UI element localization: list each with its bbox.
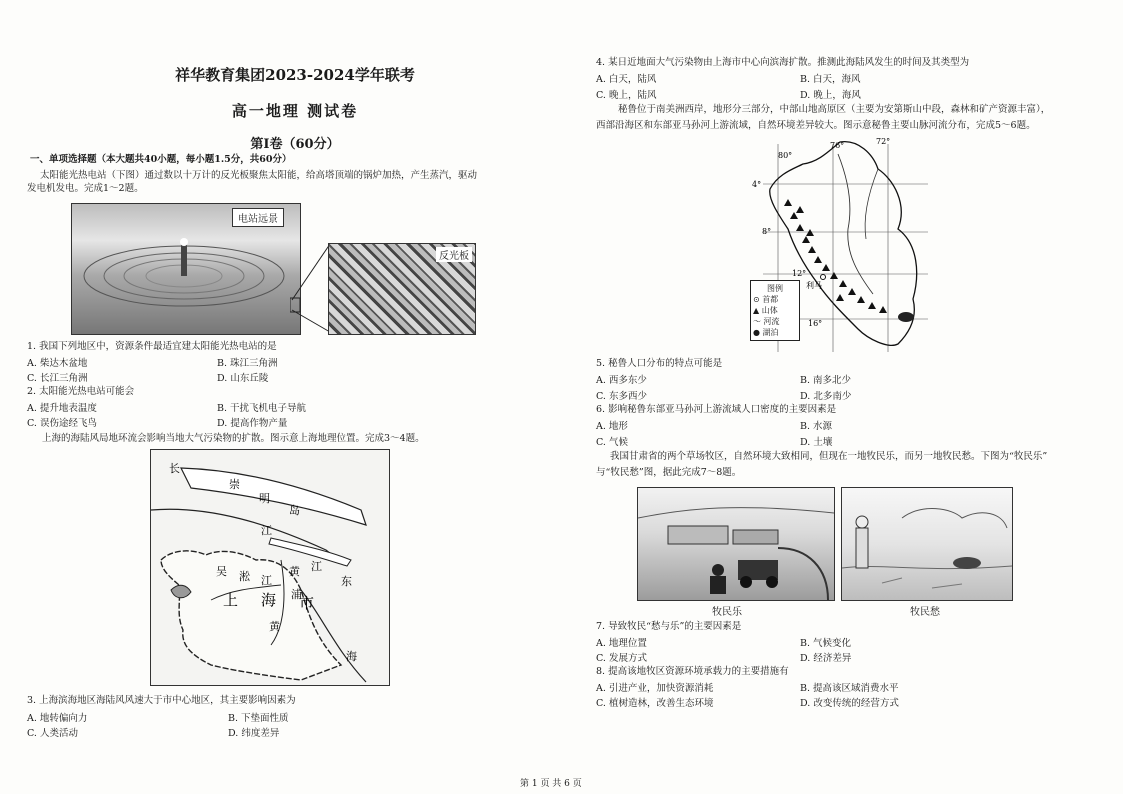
q8-option-c[interactable]: C. 植树造林，改善生态环境 — [596, 698, 714, 709]
q2-option-d[interactable]: D. 提高作物产量 — [217, 418, 288, 429]
happy-herders-picture — [637, 487, 835, 601]
intro-gansu-line1: 我国甘肃省的两个草场牧区，自然环境大致相同，但现在一地牧民乐，而另一地牧民愁。下图为“牧民乐” — [610, 451, 1048, 462]
q3-option-c[interactable]: C. 人类活动 — [27, 728, 78, 739]
shanghai-map-graphic — [151, 450, 389, 685]
lat-label: 12° — [792, 269, 807, 278]
map-char: 江 — [261, 574, 272, 587]
part-heading: 第Ⅰ卷（60分） — [250, 137, 340, 152]
lat-label: 4° — [752, 180, 762, 189]
q2-option-a[interactable]: A. 提升地表温度 — [27, 403, 97, 414]
q7-stem: 7. 导致牧民“愁与乐”的主要因素是 — [596, 621, 742, 632]
map-char: 市 — [299, 594, 315, 612]
q4-stem: 4. 某日近地面大气污染物由上海市中心向滨海扩散。推测此海陆风发生的时间及其类型为 — [596, 57, 970, 68]
q7-option-a[interactable]: A. 地理位置 — [596, 638, 647, 649]
map-char: 黄 — [269, 620, 280, 633]
map-legend — [750, 280, 800, 341]
capital-icon: ⊙ — [753, 295, 760, 304]
lon-label: 72° — [876, 137, 891, 146]
map-char: 东 — [341, 575, 352, 588]
exam-title: 祥华教育集团2023-2024学年联考 — [175, 66, 415, 84]
q1-stem: 1. 我国下列地区中，资源条件最适宜建太阳能光热电站的是 — [27, 341, 277, 352]
q1-option-a[interactable]: A. 柴达木盆地 — [27, 358, 88, 369]
peru-map — [748, 134, 928, 352]
map-char: 海 — [261, 591, 277, 609]
q8-stem: 8. 提高该地牧区资源环境承载力的主要措施有 — [596, 666, 789, 677]
q2-option-c[interactable]: C. 误伤途经飞鸟 — [27, 418, 97, 429]
map-char: 黄 — [289, 565, 300, 578]
intro-solar-line1: 太阳能光热电站（下图）通过数以十万计的反光板聚焦太阳能，给高塔顶端的锅炉加热，产生蒸汽，驱动 — [40, 170, 478, 181]
happy-herders-graphic — [638, 488, 834, 600]
exam-subtitle: 高一地理 测试卷 — [231, 102, 359, 120]
q6-option-b[interactable]: B. 水源 — [800, 421, 833, 432]
legend-mountain: ▲ 山体 — [753, 306, 778, 315]
intro-shanghai: 上海的海陆风局地环流会影响当地大气污染物的扩散。图示意上海地理位置。完成3～4题。 — [42, 433, 425, 444]
caption-sad: 牧民愁 — [910, 607, 940, 618]
intro-peru-line1: 秘鲁位于南美洲西岸，地形分三部分，中部山地高原区（主要为安第斯山中段，森林和矿产资源丰富）， — [618, 104, 1051, 115]
map-char: 明 — [259, 492, 270, 505]
q8-option-b[interactable]: B. 提高该区域消费水平 — [800, 683, 899, 694]
map-char: 崇 — [229, 478, 240, 491]
q8-option-a[interactable]: A. 引进产业，加快资源消耗 — [596, 683, 714, 694]
map-char: 江 — [311, 560, 322, 573]
legend-lake: ● 湖泊 — [753, 328, 779, 337]
capital-label: 利马 — [806, 281, 822, 290]
map-char: 浦 — [291, 588, 302, 601]
q7-option-d[interactable]: D. 经济差异 — [800, 653, 852, 664]
shanghai-map — [150, 449, 390, 686]
reflector-panel-photo — [328, 243, 476, 335]
q3-option-b[interactable]: B. 下垫面性质 — [228, 713, 289, 724]
q8-option-d[interactable]: D. 改变传统的经营方式 — [800, 698, 899, 709]
intro-gansu-line2: 与“牧民愁”图，据此完成7～8题。 — [596, 467, 742, 478]
q6-stem: 6. 影响秘鲁东部亚马孙河上游流域人口密度的主要因素是 — [596, 404, 837, 415]
lon-label: 76° — [830, 141, 845, 150]
lake-icon: ● — [753, 328, 760, 337]
intro-solar-line2: 发电机发电。完成1～2题。 — [27, 183, 144, 194]
intro-peru-line2: 西部沿海区和东部亚马孙河上游流域，自然环境差异较大。图示意秘鲁主要山脉河流分布，完成5～6题。 — [596, 120, 1036, 131]
label-station-far: 电站远景 — [232, 208, 284, 227]
map-char: 江 — [261, 524, 272, 537]
legend-river: 〜 河流 — [753, 317, 780, 326]
mountain-icon: ▲ — [753, 306, 760, 315]
map-char: 岛 — [289, 504, 300, 517]
caption-happy: 牧民乐 — [712, 607, 742, 618]
q5-option-d[interactable]: D. 北多南少 — [800, 391, 852, 402]
q7-option-c[interactable]: C. 发展方式 — [596, 653, 647, 664]
q7-option-b[interactable]: B. 气候变化 — [800, 638, 852, 649]
q1-option-c[interactable]: C. 长江三角洲 — [27, 373, 88, 384]
map-char: 海 — [346, 650, 357, 663]
page-number: 第 1 页 共 6 页 — [520, 779, 582, 789]
q1-option-b[interactable]: B. 珠江三角洲 — [217, 358, 278, 369]
section-heading: 一、单项选择题（本大题共40小题，每小题1.5分，共60分） — [30, 154, 292, 165]
lat-label: 16° — [808, 319, 823, 328]
map-char: 淞 — [239, 570, 250, 583]
sad-herders-picture — [841, 487, 1013, 601]
q3-option-a[interactable]: A. 地转偏向力 — [27, 713, 88, 724]
q2-stem: 2. 太阳能光热电站可能会 — [27, 386, 135, 397]
river-icon: 〜 — [753, 317, 761, 326]
q5-stem: 5. 秘鲁人口分布的特点可能是 — [596, 358, 723, 369]
q1-option-d[interactable]: D. 山东丘陵 — [217, 373, 269, 384]
q2-option-b[interactable]: B. 干扰飞机电子导航 — [217, 403, 307, 414]
sad-herders-graphic — [842, 488, 1012, 600]
q4-option-a[interactable]: A. 白天，陆风 — [596, 74, 657, 85]
q5-option-a[interactable]: A. 西多东少 — [596, 375, 647, 386]
q6-option-d[interactable]: D. 土壤 — [800, 437, 833, 448]
q5-option-c[interactable]: C. 东多西少 — [596, 391, 647, 402]
map-char: 吴 — [216, 565, 227, 578]
q6-option-c[interactable]: C. 气候 — [596, 437, 628, 448]
legend-capital: ⊙ 首都 — [753, 295, 779, 304]
map-char: 上 — [223, 591, 239, 609]
q6-option-a[interactable]: A. 地形 — [596, 421, 628, 432]
lon-label: 80° — [778, 151, 793, 160]
q3-option-d[interactable]: D. 纬度差异 — [228, 728, 280, 739]
legend-title: 图例 — [767, 284, 783, 293]
q4-option-d[interactable]: D. 晚上，海风 — [800, 90, 861, 101]
q5-option-b[interactable]: B. 南多北少 — [800, 375, 852, 386]
map-char: 长 — [169, 462, 180, 475]
lat-label: 8° — [762, 227, 772, 236]
q4-option-b[interactable]: B. 白天，海风 — [800, 74, 861, 85]
q3-stem: 3. 上海滨海地区海陆风风速大于市中心地区，其主要影响因素为 — [27, 695, 296, 706]
label-reflector: 反光板 — [436, 247, 472, 262]
q4-option-c[interactable]: C. 晚上，陆风 — [596, 90, 657, 101]
solar-station-photo — [71, 203, 301, 335]
